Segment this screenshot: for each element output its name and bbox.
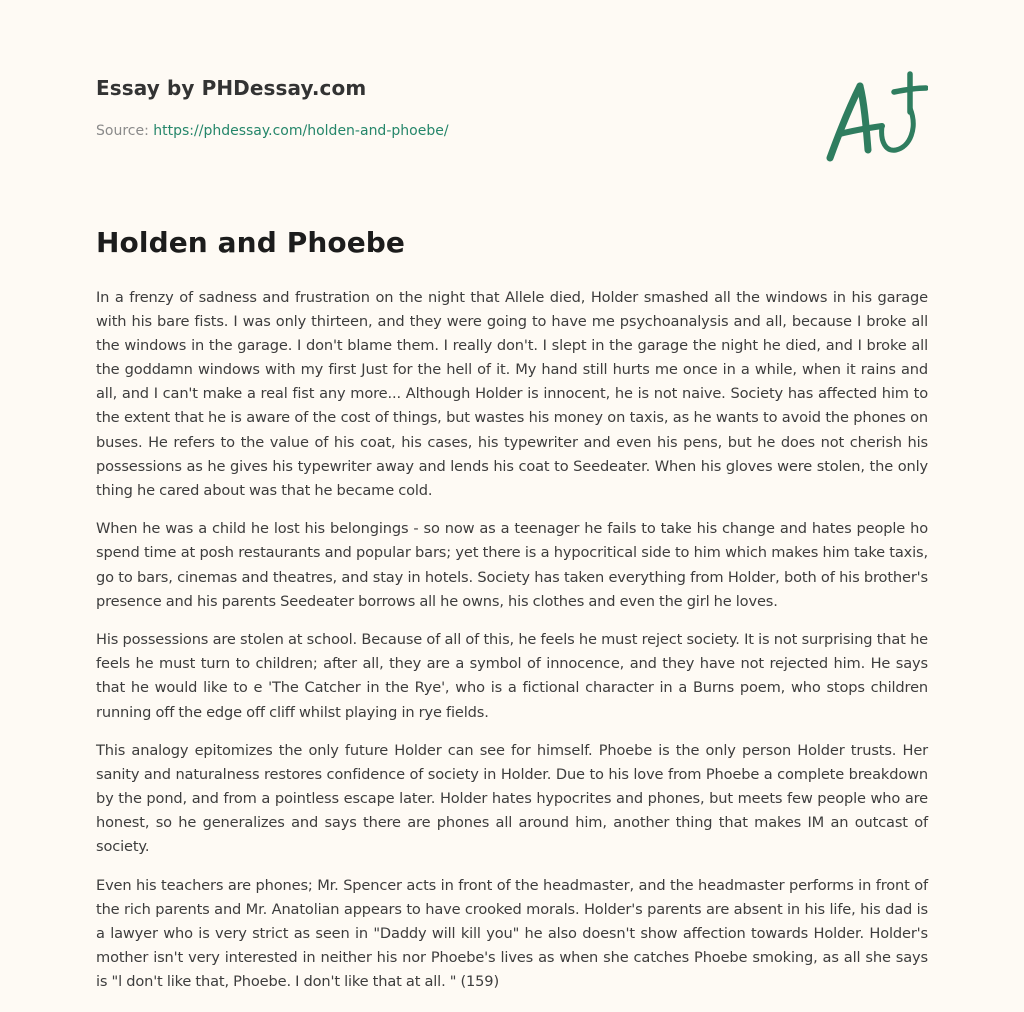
essay-paragraph: In a frenzy of sadness and frustration on the night that Allele died, Holder smashed all the windows in his garage with his bare fists. I was only thirteen, and they were going to have me psychoanalysis and all, because I broke all the windows in the garage. I don't blame them. I really don't. I slept in the garage the night he died, and I broke all the goddamn windows with my first Just for the hell of it. My hand still hurts me once in a while, when it rains and all, and I can't make a real fist any more... Although Holder is innocent, he is not naive. Society has affected him to the extent that he is aware of the cost of things, but wastes his money on taxis, as he wants to avoid the phones on buses. He refers to the value of his coat, his cases, his typewriter and even his pens, but he does not cherish his possessions as he gives his typewriter away and lends his coat to Seedeater. When his gloves were stolen, the only thing he cared about was that he became cold.: [96, 289, 928, 499]
essay-paragraph: This analogy epitomizes the only future Holder can see for himself. Phoebe is the only person Holder trusts. Her sanity and naturalness restores confidence of society in Holder. Due to his love from Phoebe a complete breakdown by the pond, and from a pointless escape later. Holder hates hypocrites and phones, but meets few people who are honest, so he generalizes and says there are phones all around him, another thing that makes IM an outcast of society.: [96, 742, 928, 856]
site-title: Essay by PHDessay.com: [96, 76, 367, 100]
essay-body: [96, 286, 928, 1009]
essay-paragraph: When he was a child he lost his belongings - so now as a teenager he fails to take his change and hates people ho spend time at posh restaurants and popular bars; yet there is a hypocritical side to him which makes him take taxis, go to bars, cinemas and theatres, and stay in hotels. Society has taken everything from Holder, both of his brother's presence and his parents Seedeater borrows all he owns, his clothes and even the girl he loves.: [96, 520, 928, 610]
essay-page: [96, 0, 928, 991]
essay-title: Holden and Phoebe: [96, 226, 406, 259]
source-link[interactable]: https://phdessay.com/holden-and-phoebe/: [153, 123, 449, 139]
source-label: Source:: [96, 123, 154, 139]
page-header: [96, 0, 928, 200]
source-line: [96, 123, 449, 139]
essay-paragraph: His possessions are stolen at school. Because of all of this, he feels he must reject society. It is not surprising that he feels he must turn to children; after all, they are a symbol of innocence, and they have not rejected him. He says that he would like to e 'The Catcher in the Rye', who is a fictional character in a Burns poem, who stops children running off the edge off cliff whilst playing in rye fields.: [96, 631, 928, 721]
essay-paragraph: Even his teachers are phones; Mr. Spencer acts in front of the headmaster, and the headmaster performs in front of the rich parents and Mr. Anatolian appears to have crooked morals. Holder's parents are absent in his life, his dad is a lawyer who is very strict as seen in "Daddy will kill you" he also doesn't show affection towards Holder. Holder's mother isn't very interested in neither his nor Phoebe's lives as when she catches Phoebe smoking, as all she says is "l don't like that, Phoebe. I don't like that at all. " (159): [96, 877, 928, 991]
a-plus-grade-icon: [824, 68, 928, 164]
